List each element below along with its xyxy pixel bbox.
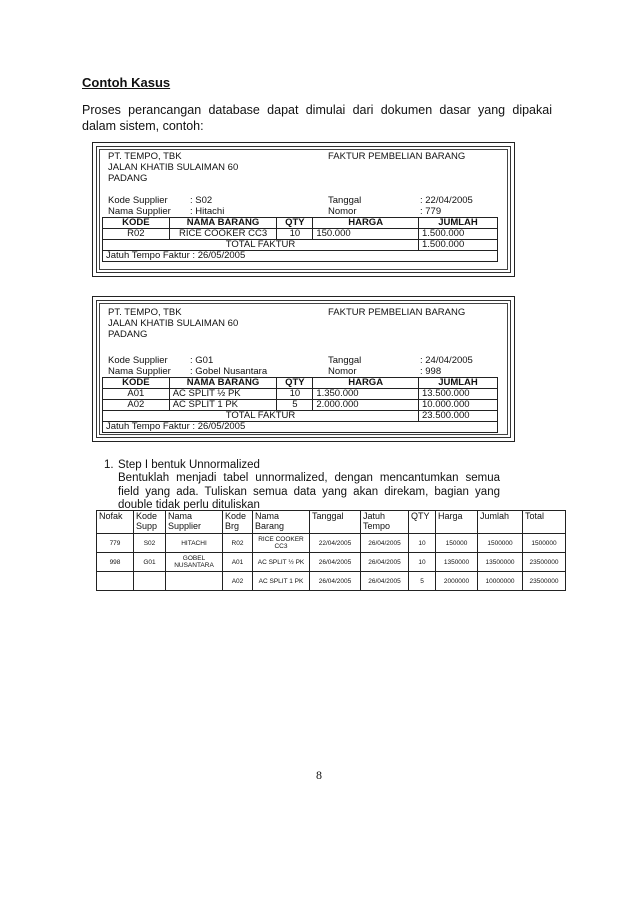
cell [166,572,223,591]
cell: 26/04/2005 [310,553,361,572]
nomor-value: : 779 [420,206,442,217]
cell: G01 [134,553,166,572]
invoice-2 [92,296,515,442]
cell: 1500000 [478,534,523,553]
cell: AC SPLIT 1 PK [253,572,310,591]
cell: 23500000 [523,553,566,572]
col-kode: KODE [103,378,170,389]
col-kode-brg: Kode Brg [223,511,253,534]
cell-kode: A01 [103,389,170,400]
col-tanggal: Tanggal [310,511,361,534]
cell: 150000 [436,534,478,553]
section-heading: Contoh Kasus [82,75,171,90]
table-row [103,400,498,411]
nama-supplier-value: : Gobel Nusantara [190,366,268,377]
col-qty: QTY [277,378,313,389]
document-title: FAKTUR PEMBELIAN BARANG [328,307,466,318]
col-nama-supplier: Nama Supplier [166,511,223,534]
col-jatuh-tempo: Jatuh Tempo [361,511,409,534]
cell-qty: 5 [277,400,313,411]
cell-harga: 2.000.000 [313,400,419,411]
col-jumlah: Jumlah [478,511,523,534]
cell: 26/04/2005 [361,553,409,572]
cell: HITACHI [166,534,223,553]
tanggal-value: : 22/04/2005 [420,195,473,206]
nomor-label: Nomor [328,366,357,377]
cell-harga: 1.350.000 [313,389,419,400]
cell: 779 [97,534,134,553]
table-row [97,534,566,553]
company-address: JALAN KHATIB SULAIMAN 60 [108,318,239,329]
col-harga: HARGA [313,218,419,229]
cell: RICE COOKER CC3 [253,534,310,553]
kode-supplier-value: : S02 [190,195,213,206]
cell: 5 [409,572,436,591]
unnormalized-table [96,510,566,591]
col-nama-barang: NAMA BARANG [169,218,277,229]
table-row [103,229,498,240]
invoice-2-table [102,377,498,433]
cell: AC SPLIT ½ PK [253,553,310,572]
kode-supplier-label: Kode Supplier [108,195,168,206]
nomor-value: : 998 [420,366,442,377]
total-value: 23.500.000 [418,411,497,422]
cell: 23500000 [523,572,566,591]
cell: GOBEL NUSANTARA [166,553,223,572]
cell-kode: A02 [103,400,170,411]
nama-supplier-label: Nama Supplier [108,366,171,377]
page-number: 8 [316,768,322,782]
col-harga: HARGA [313,378,419,389]
cell: 1500000 [523,534,566,553]
cell: 10000000 [478,572,523,591]
cell: R02 [223,534,253,553]
tanggal-label: Tanggal [328,195,362,206]
col-total: Total [523,511,566,534]
cell: 10 [409,553,436,572]
table-row [97,553,566,572]
tanggal-label: Tanggal [328,355,362,366]
nama-supplier-value: : Hitachi [190,206,225,217]
intro-paragraph: Proses perancangan database dapat dimulai dari dokumen dasar yang dipakai dalam sistem, contoh: [82,103,552,133]
cell: 1350000 [436,553,478,572]
tanggal-value: : 24/04/2005 [420,355,473,366]
col-qty: QTY [277,218,313,229]
invoice-1-table [102,217,498,262]
step-number: 1. [104,459,114,471]
col-nama-barang: NAMA BARANG [169,378,277,389]
cell: 26/04/2005 [361,534,409,553]
cell-jumlah: 1.500.000 [418,229,497,240]
cell-nama-barang: RICE COOKER CC3 [169,229,277,240]
cell-harga: 150.000 [313,229,419,240]
cell-nama-barang: AC SPLIT ½ PK [169,389,277,400]
cell [97,572,134,591]
cell: A02 [223,572,253,591]
kode-supplier-value: : G01 [190,355,214,366]
total-label: TOTAL FAKTUR [103,240,419,251]
step-title: Step I bentuk Unnormalized [118,459,260,471]
cell-jumlah: 13.500.000 [418,389,497,400]
nama-supplier-label: Nama Supplier [108,206,171,217]
due-date: Jatuh Tempo Faktur : 26/05/2005 [103,422,498,433]
col-jumlah: JUMLAH [418,218,497,229]
col-kode-supp: Kode Supp [134,511,166,534]
total-label: TOTAL FAKTUR [103,411,419,422]
col-harga: Harga [436,511,478,534]
step-body: Bentuklah menjadi tabel unnormalized, dengan mencantumkan semua field yang ada. Tuliskan semua data yang akan direkam, bagian yang double tidak perlu dituliskan [118,472,500,511]
cell: A01 [223,553,253,572]
company-address: JALAN KHATIB SULAIMAN 60 [108,162,239,173]
cell-qty: 10 [277,229,313,240]
cell-nama-barang: AC SPLIT 1 PK [169,400,277,411]
kode-supplier-label: Kode Supplier [108,355,168,366]
cell: 2000000 [436,572,478,591]
due-date: Jatuh Tempo Faktur : 26/05/2005 [103,251,498,262]
total-value: 1.500.000 [418,240,497,251]
cell: 998 [97,553,134,572]
cell: 26/04/2005 [310,572,361,591]
invoice-1 [92,142,515,277]
col-nama-barang: Nama Barang [253,511,310,534]
cell-qty: 10 [277,389,313,400]
col-kode: KODE [103,218,170,229]
cell: 13500000 [478,553,523,572]
cell-jumlah: 10.000.000 [418,400,497,411]
col-qty: QTY [409,511,436,534]
col-jumlah: JUMLAH [418,378,497,389]
company-name: PT. TEMPO, TBK [108,151,182,162]
cell-kode: R02 [103,229,170,240]
cell: 26/04/2005 [361,572,409,591]
cell [134,572,166,591]
company-city: PADANG [108,173,148,184]
col-nofak: Nofak [97,511,134,534]
document-title: FAKTUR PEMBELIAN BARANG [328,151,466,162]
company-name: PT. TEMPO, TBK [108,307,182,318]
table-row [97,572,566,591]
cell: 10 [409,534,436,553]
table-row [103,389,498,400]
nomor-label: Nomor [328,206,357,217]
company-city: PADANG [108,329,148,340]
cell: S02 [134,534,166,553]
cell: 22/04/2005 [310,534,361,553]
